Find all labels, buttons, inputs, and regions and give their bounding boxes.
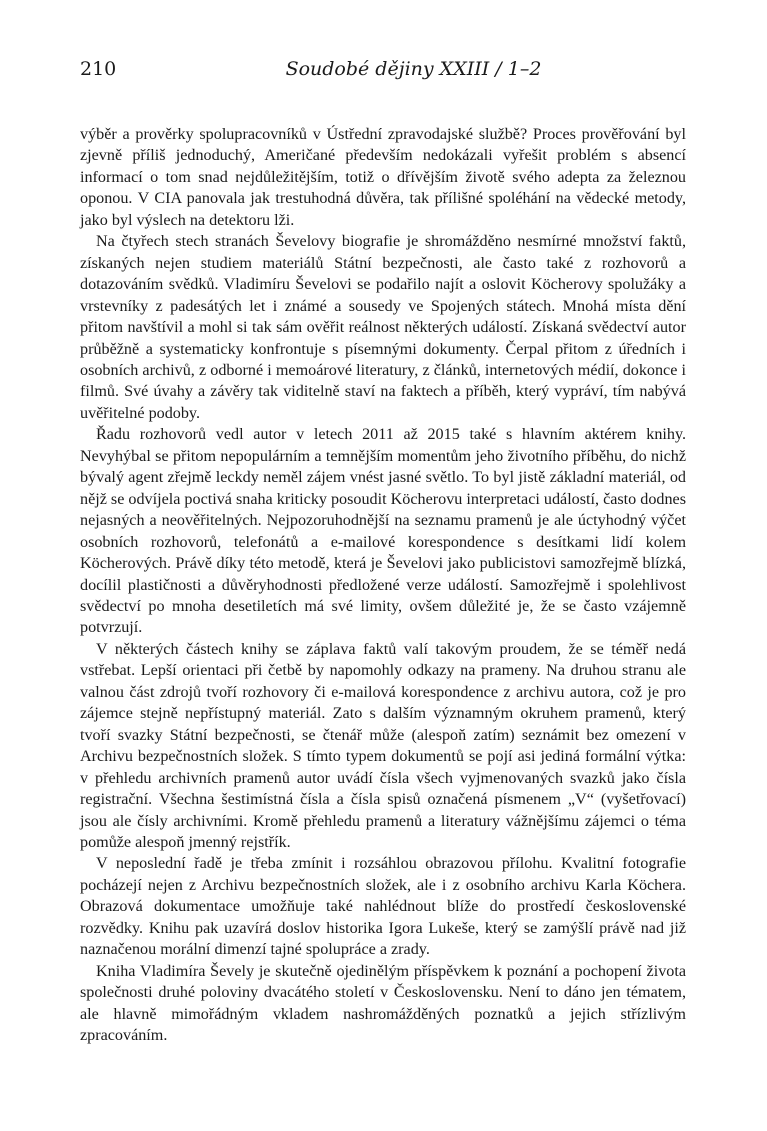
paragraph: V některých částech knihy se záplava faktů valí takovým proudem, že se téměř nedá vstřebat. Lepší orientaci při četbě by napomohly odkazy na prameny. Na druhou stranu ale valnou část zdrojů tvoří rozhovory či e-mailová korespondence z archivu autora, což je pro zájemce stejně nepřístupný materiál. Zato s dalším významným okruhem pramenů, který tvoří svazky Státní bezpečnosti, se čtenář může (alespoň zatím) seznámit bez omezení v Archivu bezpečnostních složek. S tímto typem dokumentů se pojí asi jediná formální výtka: v přehledu archivních pramenů autor uvádí čísla všech vyjmenovaných svazků jako čísla registrační. Všechna šestimístná čísla a čísla spisů označená písmenem „V“ (vyšetřovací) jsou ale čísly archivními. Kromě přehledu pramenů a literatury vážnějšímu zájemci o téma pomůže alespoň jmenný rejstřík. — [80, 640, 686, 851]
paragraph: Řadu rozhovorů vedl autor v letech 2011 až 2015 také s hlavním aktérem knihy. Nevyhýbal se přitom nepopulárním a temnějším momentům jeho životního příběhu, do nichž bývalý agent zřejmě leckdy neměl zájem vnést jasné světlo. To byl jistě základní materiál, od nějž se odvíjela poctivá snaha kriticky posoudit Köcherovu interpretaci událostí, často dodnes nejasných a neověřitelných. Nejpozoruhodnější na seznamu pramenů je ale úctyhodný výčet osobních rozhovorů, telefonátů a e-mailové korespondence s desítkami lidí kolem Köcherových. Právě díky této metodě, která je Ševelovi jako publicistovi samozřejmě blízká, docílil plastičnosti a důvěryhodnosti předložené verze událostí. Samozřejmě i spolehlivost svědectví po mnoha desetiletích má své limity, ovšem důležité je, že se často vzájemně potvrzují. — [80, 426, 686, 637]
page-header — [80, 58, 687, 84]
paragraph: V neposlední řadě je třeba zmínit i rozsáhlou obrazovou přílohu. Kvalitní fotografie pocházejí nejen z Archivu bezpečnostních složek, ale i z osobního archivu Karla Köchera. Obrazová dokumentace umožňuje také nahlédnout blíže do prostředí československé rozvědky. Knihu pak uzavírá doslov historika Igora Lukeše, který se zamýšlí právě nad již naznačenou morální dimenzí tajné spolupráce a zrady. — [80, 855, 686, 959]
paragraph: Na čtyřech stech stranách Ševelovy biografie je shromážděno nesmírné množství faktů, získaných nejen studiem materiálů Státní bezpečnosti, ale často také z rozhovorů a dotazováním svědků. Vladimíru Ševelovi se podařilo najít a oslovit Köcherovy spolužáky a vrstevníky z padesátých let i známé a sousedy ve Spojených státech. Mnohá místa dění přitom navštívil a mohl si tak sám ověřit reálnost některých událostí. Získaná svědectví autor průběžně a systematicky konfrontuje s písemnými dokumenty. Čerpal přitom z úředních i osobních archivů, z odborné i memoárové literatury, z článků, internetových médií, dokonce i filmů. Své úvahy a závěry tak viditelně staví na faktech a příběh, který vypráví, tím nabývá uvěřitelné podoby. — [80, 233, 686, 422]
paragraph: výběr a prověrky spolupracovníků v Ústřední zpravodajské službě? Proces prověřování byl zjevně příliš jednoduchý, Američané především nedokázali vyřešit problém s absencí informací o tom snad nejdůležitějším, totiž o dřívějším životě svého adepta za železnou oponou. V CIA panovala jak trestuhodná důvěra, tak přílišné spoléhání na vědecké metody, jako byl výslech na detektoru lži. — [80, 126, 686, 229]
running-title: Soudobé dějiny XXIII / 1–2 — [285, 58, 542, 80]
article-body — [80, 124, 686, 1046]
paragraph: Kniha Vladimíra Ševely je skutečně ojedinělým příspěvkem k poznání a pochopení života společnosti druhé poloviny dvacátého století v Československu. Není to dáno jen tématem, ale hlavně mimořádným vkladem nashromážděných poznatků a jejich střízlivým zpracováním. — [80, 962, 686, 1045]
page-number: 210 — [80, 58, 117, 80]
